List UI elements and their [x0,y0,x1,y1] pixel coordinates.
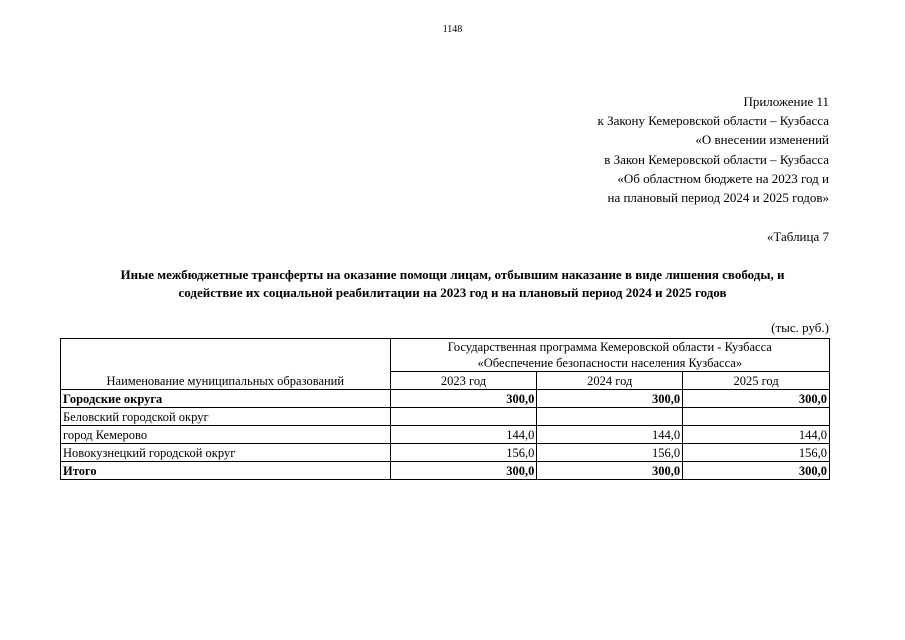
cell-2025: 156,0 [683,444,830,462]
row-name: Городские округа [61,390,391,408]
units-label: (тыс. руб.) [771,320,829,335]
column-header-2024: 2024 год [537,372,683,390]
cell-2023 [390,408,537,426]
column-header-program [390,339,829,372]
cell-2024: 300,0 [537,462,683,480]
appendix-line: в Закон Кемеровской области – Кузбасса [604,151,829,167]
appendix-line: на плановый период 2024 и 2025 годов» [607,190,829,206]
table-row [61,390,830,408]
appendix-line: «Об областном бюджете на 2023 год и [617,170,829,186]
cell-2024: 144,0 [537,426,683,444]
program-header-line-2: «Обеспечение безопасности населения Кузбасса» [477,356,743,370]
column-header-2025: 2025 год [683,372,830,390]
cell-2025 [683,408,830,426]
row-name: Беловский городской округ [61,408,391,426]
page-number: 1148 [442,24,463,35]
table-row [61,444,830,462]
cell-2025: 300,0 [683,462,830,480]
title-line-2: содействие их социальной реабилитации на 2023 год и на плановый период 2024 и 2025 годов [178,285,727,300]
table-reference: «Таблица 7 [766,229,829,244]
cell-2024: 300,0 [537,390,683,408]
cell-2023: 300,0 [390,390,537,408]
cell-2025: 144,0 [683,426,830,444]
appendix-line: Приложение 11 [743,94,829,109]
cell-2024 [537,408,683,426]
title-line-1: Иные межбюджетные трансферты на оказание помощи лицам, отбывшим наказание в виде лишения свободы, и [120,267,785,282]
table-row [61,426,830,444]
table-row [61,408,830,426]
cell-2024: 156,0 [537,444,683,462]
column-header-2023: 2023 год [390,372,537,390]
column-header-name: Наименование муниципальных образований [61,339,391,390]
table-total-row [61,462,830,480]
cell-2023: 156,0 [390,444,537,462]
program-header-line-1: Государственная программа Кемеровской области - Кузбасса [447,340,772,354]
cell-2025: 300,0 [683,390,830,408]
document-title [60,266,845,302]
row-name: Итого [61,462,391,480]
appendix-line: к Закону Кемеровской области – Кузбасса [597,113,829,129]
transfers-table [60,338,830,480]
cell-2023: 144,0 [390,426,537,444]
row-name: Новокузнецкий городской округ [61,444,391,462]
appendix-header [598,92,830,207]
cell-2023: 300,0 [390,462,537,480]
appendix-line: «О внесении изменений [695,132,829,148]
table-header-row [61,339,830,372]
row-name: город Кемерово [61,426,391,444]
